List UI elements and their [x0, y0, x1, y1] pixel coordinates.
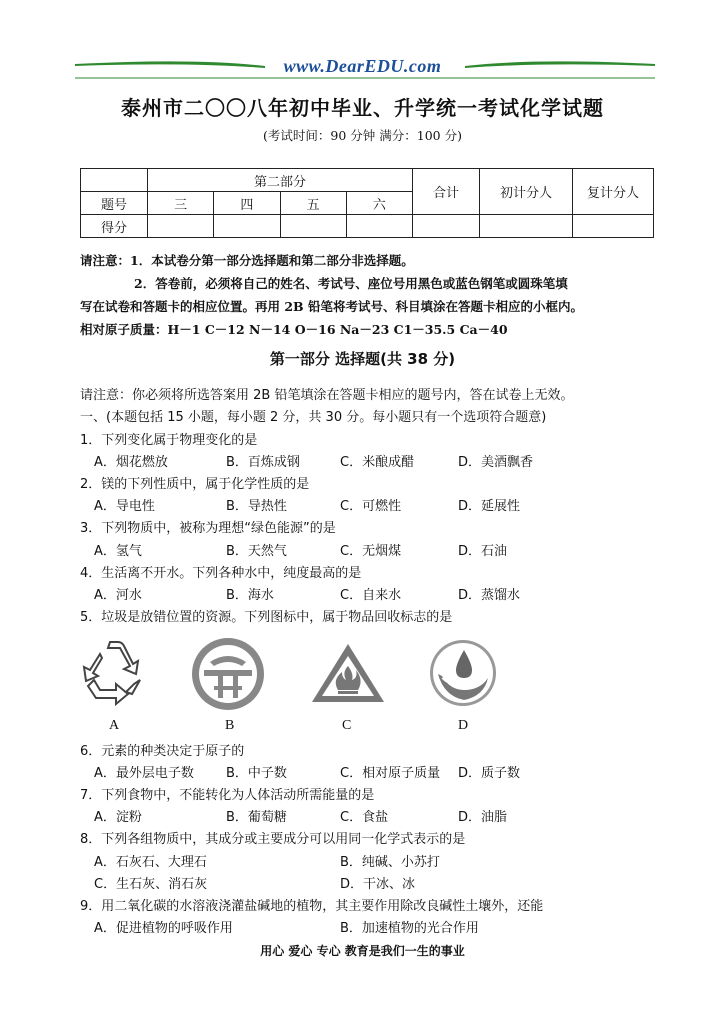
flammable-warning-icon[interactable] [308, 640, 388, 706]
q8-option-a[interactable]: A．石灰石、大理石 [94, 855, 207, 870]
part-one-title: 第一部分 选择题(共 38 分) [269, 350, 456, 368]
q7-option-d[interactable]: D．油脂 [458, 810, 508, 825]
question-5-stem: 5．垃圾是放错位置的资源。下列图标中，属于物品回收标志的是 [80, 610, 453, 625]
q1-option-b[interactable]: B．百炼成钢 [226, 455, 300, 470]
table-corner-cell [81, 169, 148, 192]
q8-option-d[interactable]: D．干冰、冰 [340, 877, 416, 892]
first-grader-cell[interactable] [480, 215, 573, 238]
score-cell[interactable] [280, 215, 346, 238]
q4-option-b[interactable]: B．海水 [226, 588, 274, 603]
site-logo-text[interactable]: www.DearEDU.com [283, 56, 442, 76]
part-one-note: 请注意：你必须将所选答案用 2B 铅笔填涂在答题卡相应的题号内，答在试卷上无效。 [80, 388, 574, 403]
atomic-mass-line: 相对原子质量：H－1 C－12 N－14 O－16 Na－23 C1－35.5 Ca－40 [80, 322, 508, 337]
q1-option-a[interactable]: A．烟花燃放 [94, 455, 168, 470]
question-2-stem: 2．镁的下列性质中，属于化学性质的是 [80, 477, 310, 492]
q2-option-a[interactable]: A．导电性 [94, 499, 155, 514]
question-9-stem: 9．用二氧化碳的水溶液浇灌盐碱地的植物，其主要作用除改良碱性土壤外，还能 [80, 899, 544, 914]
score-cell[interactable] [346, 215, 412, 238]
row-item-label: 题号 [81, 192, 148, 215]
q2-option-b[interactable]: B．导热性 [226, 499, 287, 514]
q5-option-b[interactable]: B [225, 718, 235, 733]
q2-option-d[interactable]: D．延展性 [458, 499, 521, 514]
circle-emblem-icon[interactable] [188, 636, 268, 712]
q7-option-a[interactable]: A．淀粉 [94, 810, 142, 825]
total-score-cell[interactable] [413, 215, 480, 238]
q5-option-c[interactable]: C [342, 718, 352, 733]
question-8-stem: 8．下列各组物质中，其成分或主要成分可以用同一化学式表示的是 [80, 832, 466, 847]
q3-option-c[interactable]: C．无烟煤 [340, 544, 402, 559]
q2-option-c[interactable]: C．可燃性 [340, 499, 402, 514]
q1-option-c[interactable]: C．米酿成醋 [340, 455, 415, 470]
q4-option-a[interactable]: A．河水 [94, 588, 142, 603]
question-7-stem: 7．下列食物中，不能转化为人体活动所需能量的是 [80, 788, 375, 803]
question-4-stem: 4．生活离不开水。下列各种水中，纯度最高的是 [80, 566, 362, 581]
q5-option-d[interactable]: D [458, 718, 469, 733]
q3-option-b[interactable]: B．天然气 [226, 544, 287, 559]
q3-option-d[interactable]: D．石油 [458, 544, 508, 559]
question-number: 六 [346, 192, 412, 215]
part-two-header: 第二部分 [148, 169, 413, 192]
score-cell[interactable] [214, 215, 280, 238]
q6-option-a[interactable]: A．最外层电子数 [94, 766, 194, 781]
q9-option-b[interactable]: B．加速植物的光合作用 [340, 921, 479, 936]
exam-title: 泰州市二〇〇八年初中毕业、升学统一考试化学试题 [121, 96, 604, 120]
question-number: 五 [280, 192, 346, 215]
notice-line-1: 请注意：1．本试卷分第一部分选择题和第二部分非选择题。 [80, 253, 414, 268]
score-table [80, 168, 654, 238]
q6-option-c[interactable]: C．相对原子质量 [340, 766, 441, 781]
q1-option-d[interactable]: D．美酒飘香 [458, 455, 534, 470]
q6-option-d[interactable]: D．质子数 [458, 766, 521, 781]
q7-option-c[interactable]: C．食盐 [340, 810, 389, 825]
exam-subtitle: (考试时间：90 分钟 满分：100 分) [263, 128, 462, 143]
first-grader-header: 初计分人 [480, 169, 573, 215]
q5-option-a[interactable]: A [109, 718, 120, 733]
water-drop-hand-icon[interactable] [428, 638, 498, 708]
section-one-heading: 一、(本题包括 15 小题，每小题 2 分，共 30 分。每小题只有一个选项符合题意) [80, 410, 547, 425]
question-3-stem: 3．下列物质中，被称为理想“绿色能源”的是 [80, 521, 336, 536]
notice-line-3: 写在试卷和答题卡的相应位置。再用 2B 铅笔将考试号、科目填涂在答题卡相应的小框内。 [80, 299, 583, 314]
second-grader-cell[interactable] [573, 215, 654, 238]
q4-option-d[interactable]: D．蒸馏水 [458, 588, 521, 603]
notice-line-2: 2．答卷前，必须将自己的姓名、考试号、座位号用黑色或蓝色钢笔或圆珠笔填 [134, 276, 568, 291]
question-number: 三 [148, 192, 214, 215]
row-score-label: 得分 [81, 215, 148, 238]
second-grader-header: 复计分人 [573, 169, 654, 215]
q3-option-a[interactable]: A．氢气 [94, 544, 142, 559]
question-6-stem: 6．元素的种类决定于原子的 [80, 744, 245, 759]
q8-option-b[interactable]: B．纯碱、小苏打 [340, 855, 440, 870]
score-cell[interactable] [148, 215, 214, 238]
q4-option-c[interactable]: C．自来水 [340, 588, 402, 603]
recycle-icon[interactable] [80, 640, 150, 706]
question-number: 四 [214, 192, 280, 215]
q8-option-c[interactable]: C．生石灰、消石灰 [94, 877, 208, 892]
q7-option-b[interactable]: B．葡萄糖 [226, 810, 287, 825]
question-1-stem: 1．下列变化属于物理变化的是 [80, 433, 258, 448]
total-header: 合计 [413, 169, 480, 215]
q9-option-a[interactable]: A．促进植物的呼吸作用 [94, 921, 233, 936]
q6-option-b[interactable]: B．中子数 [226, 766, 287, 781]
page-footer: 用心 爱心 专心 教育是我们一生的事业 [260, 944, 465, 958]
